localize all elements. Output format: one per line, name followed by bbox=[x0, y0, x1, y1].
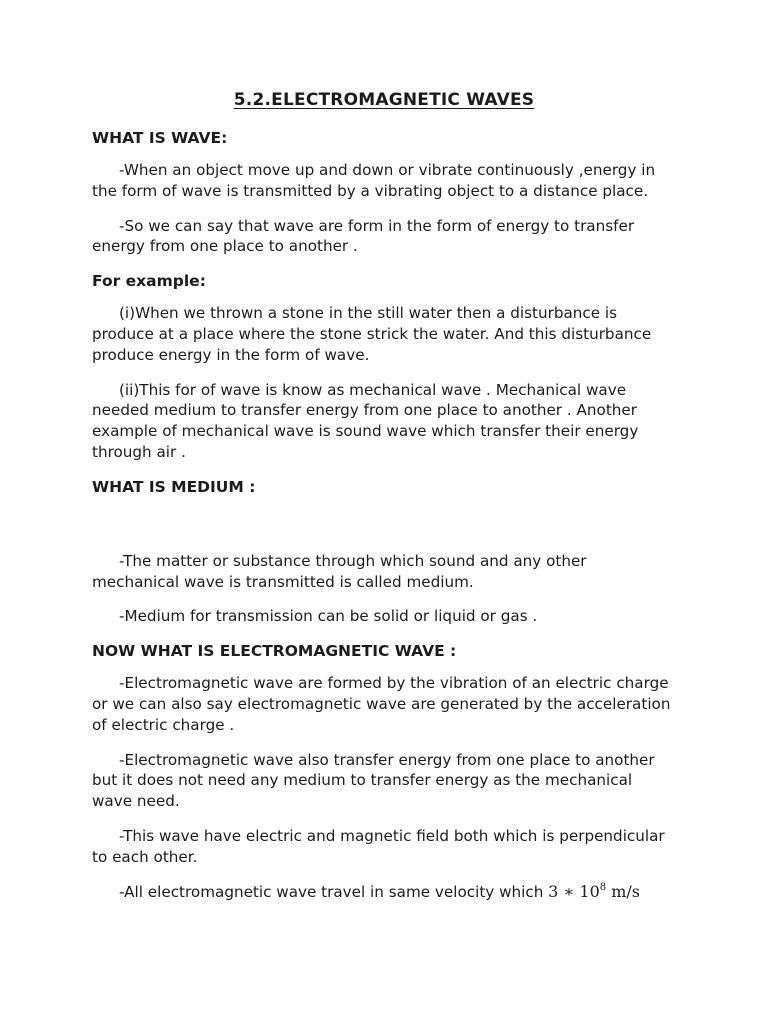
paragraph-em-2: -Electromagnetic wave also transfer energy from one place to another but it does not need any medium to transfer energy as the mechanical wave need. bbox=[92, 750, 655, 811]
formula-base: 3 ∗ 10 bbox=[548, 881, 600, 901]
paragraph-wave-1: -When an object move up and down or vibrate continuously ,energy in the form of wave is transmitted by a vibrating object to a distance place. bbox=[92, 161, 656, 200]
paragraph-em-4 bbox=[92, 882, 676, 903]
paragraph-em-1: -Electromagnetic wave are formed by the vibration of an electric charge or we can also say electromagnetic wave are generated by the acceleration of electric charge . bbox=[92, 674, 671, 734]
formula-exponent: 8 bbox=[599, 881, 607, 893]
velocity-text: -All electromagnetic wave travel in same velocity which bbox=[119, 882, 549, 901]
heading-what-is-medium: WHAT IS MEDIUM : bbox=[92, 477, 256, 496]
document-page bbox=[92, 90, 676, 916]
paragraph-example-1: (i)When we thrown a stone in the still water then a disturbance is produce at a place where the stone strick the water. And this disturbance produce energy in the form of wave. bbox=[92, 304, 652, 364]
velocity-formula bbox=[548, 882, 640, 901]
blank-gap bbox=[92, 509, 676, 551]
heading-what-is-wave: WHAT IS WAVE: bbox=[92, 129, 228, 147]
paragraph-em-3: -This wave have electric and magnetic field both which is perpendicular to each other. bbox=[92, 826, 665, 866]
heading-what-is-em-wave: NOW WHAT IS ELECTROMAGNETIC WAVE : bbox=[92, 642, 457, 661]
page-title: 5.2.ELECTROMAGNETIC WAVES bbox=[233, 90, 535, 110]
paragraph-wave-2: -So we can say that wave are form in the form of energy to transfer energy from one place to another . bbox=[92, 216, 635, 256]
heading-for-example: For example: bbox=[92, 272, 206, 291]
paragraph-example-2: (ii)This for of wave is know as mechanical wave . Mechanical wave needed medium to transfer energy from one place to another . Another example of mechanical wave is sound wave which transfer their energy through air . bbox=[92, 380, 639, 461]
paragraph-medium-2: -Medium for transmission can be solid or liquid or gas . bbox=[119, 607, 538, 626]
formula-unit: m/s bbox=[606, 881, 640, 901]
paragraph-medium-1: -The matter or substance through which sound and any other mechanical wave is transmitted is called medium. bbox=[92, 551, 587, 591]
